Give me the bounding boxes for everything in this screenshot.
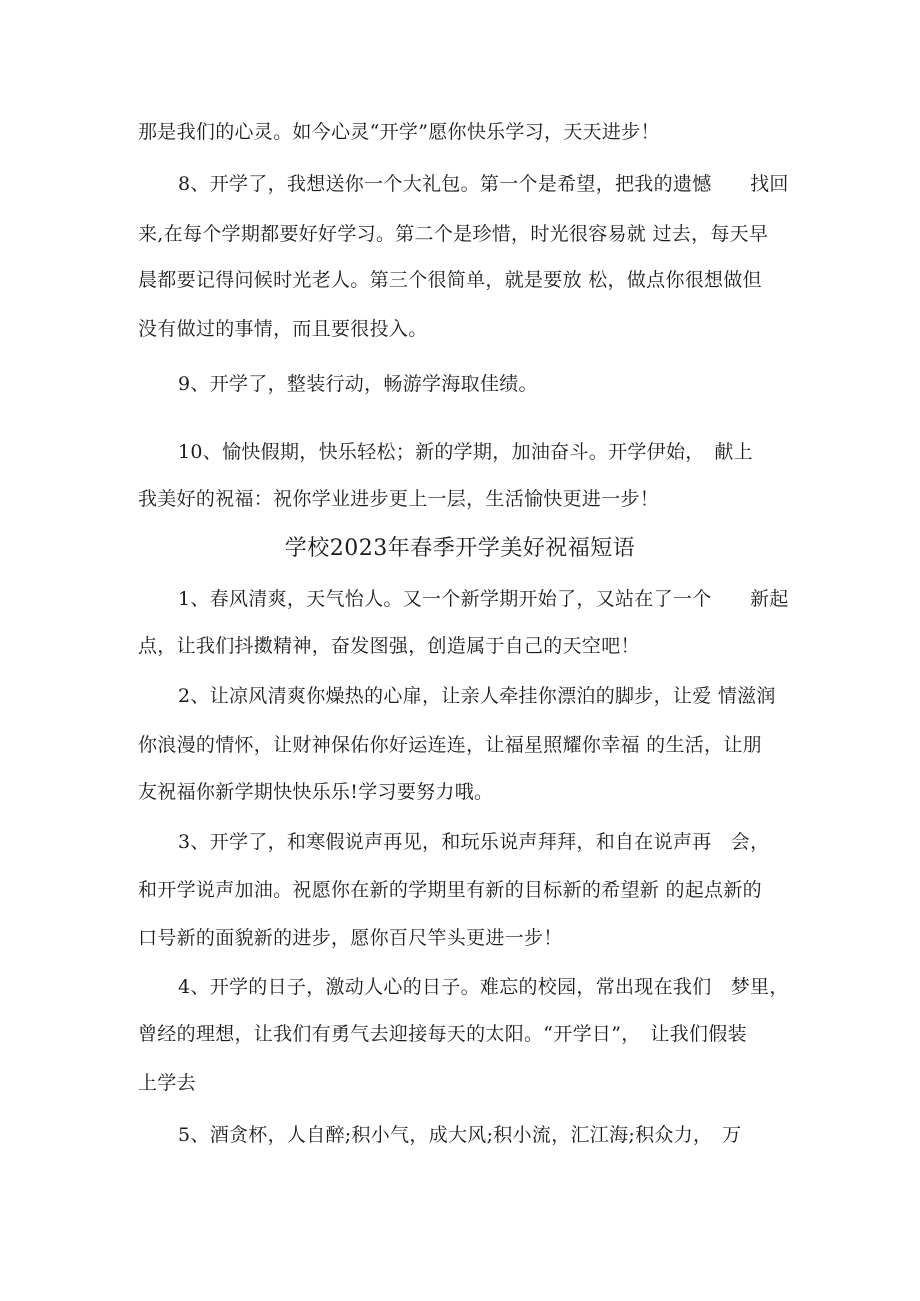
paragraph-line: 上学去	[138, 1072, 196, 1094]
paragraph-line: 友祝福你新学期快快乐乐!学习要努力哦。	[138, 781, 494, 803]
section-title: 学校2023年春季开学美好祝福短语	[284, 536, 636, 561]
paragraph-line: 晨都要记得问候时光老人。第三个很简单，就是要放 松，做点你很想做但	[138, 269, 762, 291]
paragraph-line: 8、开学了，我想送你一个大礼包。第一个是希望，把我的遗憾 找回	[178, 173, 789, 195]
paragraph-line: 1、春风清爽，天气怡人。又一个新学期开始了，又站在了一个 新起	[178, 588, 789, 610]
paragraph-line: 曾经的理想，让我们有勇气去迎接每天的太阳。“开学日”， 让我们假装	[138, 1023, 747, 1045]
paragraph-line: 点，让我们抖擞精神，奋发图强，创造属于自己的天空吧！	[138, 635, 640, 657]
paragraph-line: 和开学说声加油。祝愿你在新的学期里有新的目标新的希望新 的起点新的	[138, 879, 762, 901]
paragraph-line: 5、酒贪杯，人自醉;积小气，成大风;积小流，汇江海;积众力， 万	[178, 1124, 742, 1146]
paragraph-line: 3、开学了，和寒假说声再见，和玩乐说声拜拜，和自在说声再 会，	[178, 831, 770, 853]
paragraph-line: 口号新的面貌新的进步，愿你百尺竿头更进一步！	[138, 927, 563, 949]
paragraph-line: 9、开学了，整装行动，畅游学海取佳绩。	[178, 373, 538, 395]
paragraph-line: 2、让凉风清爽你燥热的心扉，让亲人牵挂你漂泊的脚步，让爱 情滋润	[178, 685, 776, 707]
paragraph-line: 那是我们的心灵。如今心灵“开学”愿你快乐学习，天天进步！	[138, 121, 660, 143]
paragraph-line: 你浪漫的情怀，让财神保佑你好运连连，让福星照耀你幸福 的生活，让朋	[138, 734, 762, 756]
paragraph-line: 4、开学的日子，激动人心的日子。难忘的校园，常出现在我们 梦里，	[178, 976, 789, 998]
paragraph-line: 10、愉快假期，快乐轻松；新的学期，加油奋斗。开学伊始， 献上	[178, 441, 753, 463]
paragraph-line: 没有做过的事情，而且要很投入。	[138, 318, 428, 340]
paragraph-line: 来,在每个学期都要好好学习。第二个是珍惜，时光很容易就 过去，每天早	[138, 223, 769, 245]
paragraph-line: 我美好的祝福：祝你学业进步更上一层，生活愉快更进一步！	[138, 488, 660, 510]
